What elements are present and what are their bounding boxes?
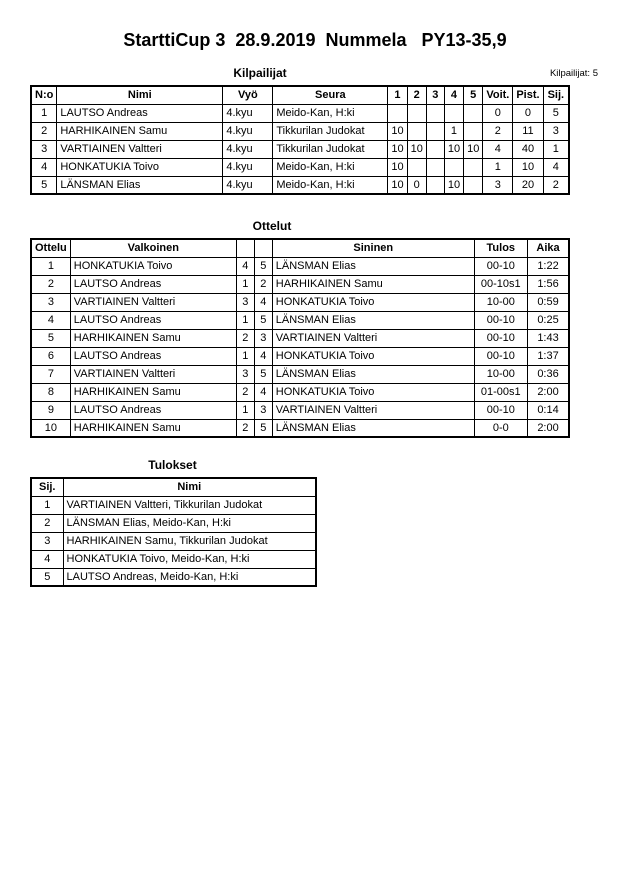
- match-time: 0:25: [527, 311, 569, 329]
- competitor-points: 10: [513, 158, 543, 176]
- col-header-name: Nimi: [57, 86, 223, 104]
- match-time: 0:59: [527, 293, 569, 311]
- blue-no: 3: [254, 329, 272, 347]
- competitor-club: Meido-Kan, H:ki: [273, 176, 388, 194]
- match-no: 7: [31, 365, 70, 383]
- competitor-row: [31, 140, 569, 158]
- white-name: VARTIAINEN Valtteri: [70, 293, 236, 311]
- blue-name: VARTIAINEN Valtteri: [272, 329, 474, 347]
- competitor-wins: 3: [483, 176, 513, 194]
- match-result: 10-00: [474, 293, 527, 311]
- competitor-belt: 4.kyu: [223, 122, 273, 140]
- competitor-name: HARHIKAINEN Samu: [57, 122, 223, 140]
- blue-no: 4: [254, 383, 272, 401]
- matches-section-title: Ottelut: [252, 219, 292, 233]
- match-result: 01-00s1: [474, 383, 527, 401]
- white-no: 1: [236, 401, 254, 419]
- competitors-header-row: [31, 86, 569, 104]
- competitor-row: [31, 176, 569, 194]
- score-4: 1: [444, 122, 463, 140]
- col-header-club: Seura: [273, 86, 388, 104]
- match-no: 5: [31, 329, 70, 347]
- score-1: 10: [388, 158, 407, 176]
- col-header-blue: Sininen: [272, 239, 474, 257]
- col-header-m4: 4: [444, 86, 463, 104]
- match-time: 0:14: [527, 401, 569, 419]
- match-time: 1:37: [527, 347, 569, 365]
- match-result: 00-10: [474, 347, 527, 365]
- score-4: 10: [444, 140, 463, 158]
- competitor-points: 40: [513, 140, 543, 158]
- col-header-points: Pist.: [513, 86, 543, 104]
- white-name: HONKATUKIA Toivo: [70, 257, 236, 275]
- competitor-no: 4: [31, 158, 57, 176]
- competitor-club: Meido-Kan, H:ki: [273, 104, 388, 122]
- match-result: 00-10: [474, 311, 527, 329]
- competitor-rank: 4: [543, 158, 569, 176]
- match-no: 6: [31, 347, 70, 365]
- col-header-rank: Sij.: [31, 478, 63, 496]
- blue-name: HARHIKAINEN Samu: [272, 275, 474, 293]
- competitor-row: [31, 104, 569, 122]
- score-1: 10: [388, 176, 407, 194]
- blue-no: 5: [254, 365, 272, 383]
- white-name: HARHIKAINEN Samu: [70, 419, 236, 437]
- blue-no: 3: [254, 401, 272, 419]
- match-no: 10: [31, 419, 70, 437]
- white-name: LAUTSO Andreas: [70, 347, 236, 365]
- match-no: 2: [31, 275, 70, 293]
- competitors-count: Kilpailijat: 5: [549, 68, 598, 79]
- col-header-m5: 5: [464, 86, 483, 104]
- match-result: 00-10s1: [474, 275, 527, 293]
- white-name: LAUTSO Andreas: [70, 311, 236, 329]
- blue-no: 2: [254, 275, 272, 293]
- white-no: 1: [236, 347, 254, 365]
- competitor-belt: 4.kyu: [223, 104, 273, 122]
- score-4: [444, 104, 463, 122]
- score-3: [426, 122, 444, 140]
- match-time: 1:43: [527, 329, 569, 347]
- competitor-belt: 4.kyu: [223, 176, 273, 194]
- score-3: [426, 104, 444, 122]
- white-name: VARTIAINEN Valtteri: [70, 365, 236, 383]
- blue-name: LÄNSMAN Elias: [272, 365, 474, 383]
- competitor-wins: 0: [483, 104, 513, 122]
- score-3: [426, 176, 444, 194]
- white-name: HARHIKAINEN Samu: [70, 329, 236, 347]
- match-time: 2:00: [527, 419, 569, 437]
- white-name: LAUTSO Andreas: [70, 275, 236, 293]
- result-name: VARTIAINEN Valtteri, Tikkurilan Judokat: [63, 496, 316, 514]
- match-no: 4: [31, 311, 70, 329]
- competitor-row: [31, 158, 569, 176]
- white-no: 2: [236, 419, 254, 437]
- blue-name: HONKATUKIA Toivo: [272, 347, 474, 365]
- competitor-no: 1: [31, 104, 57, 122]
- result-row: [31, 568, 316, 586]
- competitor-name: VARTIAINEN Valtteri: [57, 140, 223, 158]
- competitor-points: 11: [513, 122, 543, 140]
- match-result: 0-0: [474, 419, 527, 437]
- col-header-name: Nimi: [63, 478, 316, 496]
- col-header-rank: Sij.: [543, 86, 569, 104]
- result-row: [31, 532, 316, 550]
- competitor-rank: 3: [543, 122, 569, 140]
- match-row: [31, 329, 569, 347]
- result-name: LÄNSMAN Elias, Meido-Kan, H:ki: [63, 514, 316, 532]
- col-header-blue-no: [254, 239, 272, 257]
- result-row: [31, 550, 316, 568]
- competitors-table: [30, 85, 570, 195]
- page-title: StarttiCup 3 28.9.2019 Nummela PY13-35,9: [123, 30, 507, 50]
- score-5: [464, 104, 483, 122]
- col-header-white: Valkoinen: [70, 239, 236, 257]
- matches-header-row: [31, 239, 569, 257]
- score-1: 10: [388, 140, 407, 158]
- result-name: HONKATUKIA Toivo, Meido-Kan, H:ki: [63, 550, 316, 568]
- match-time: 1:56: [527, 275, 569, 293]
- score-5: [464, 176, 483, 194]
- col-header-m2: 2: [407, 86, 426, 104]
- match-row: [31, 365, 569, 383]
- result-rank: 5: [31, 568, 63, 586]
- results-table: [30, 477, 317, 587]
- result-rank: 4: [31, 550, 63, 568]
- white-no: 2: [236, 329, 254, 347]
- competitor-no: 2: [31, 122, 57, 140]
- col-header-time: Aika: [527, 239, 569, 257]
- match-result: 00-10: [474, 401, 527, 419]
- competitor-belt: 4.kyu: [223, 158, 273, 176]
- match-row: [31, 257, 569, 275]
- match-row: [31, 311, 569, 329]
- blue-name: HONKATUKIA Toivo: [272, 293, 474, 311]
- competitor-belt: 4.kyu: [223, 140, 273, 158]
- result-name: LAUTSO Andreas, Meido-Kan, H:ki: [63, 568, 316, 586]
- competitor-rank: 2: [543, 176, 569, 194]
- competitor-points: 0: [513, 104, 543, 122]
- result-rank: 1: [31, 496, 63, 514]
- blue-name: VARTIAINEN Valtteri: [272, 401, 474, 419]
- match-result: 00-10: [474, 329, 527, 347]
- match-row: [31, 293, 569, 311]
- results-header-row: [31, 478, 316, 496]
- competitor-wins: 2: [483, 122, 513, 140]
- match-time: 2:00: [527, 383, 569, 401]
- match-no: 3: [31, 293, 70, 311]
- result-row: [31, 496, 316, 514]
- result-rank: 2: [31, 514, 63, 532]
- blue-no: 5: [254, 419, 272, 437]
- blue-no: 5: [254, 257, 272, 275]
- competitor-no: 5: [31, 176, 57, 194]
- white-no: 3: [236, 365, 254, 383]
- blue-name: HONKATUKIA Toivo: [272, 383, 474, 401]
- competitor-row: [31, 122, 569, 140]
- match-result: 00-10: [474, 257, 527, 275]
- competitor-club: Tikkurilan Judokat: [273, 140, 388, 158]
- competitors-section-title: Kilpailijat: [233, 66, 287, 80]
- competitor-club: Meido-Kan, H:ki: [273, 158, 388, 176]
- col-header-wins: Voit.: [483, 86, 513, 104]
- col-header-match: Ottelu: [31, 239, 70, 257]
- score-1: [388, 104, 407, 122]
- score-5: 10: [464, 140, 483, 158]
- competitor-name: HONKATUKIA Toivo: [57, 158, 223, 176]
- col-header-white-no: [236, 239, 254, 257]
- result-rank: 3: [31, 532, 63, 550]
- matches-table: [30, 238, 570, 438]
- match-row: [31, 401, 569, 419]
- col-header-no: N:o: [31, 86, 57, 104]
- competitor-rank: 5: [543, 104, 569, 122]
- competitor-no: 3: [31, 140, 57, 158]
- score-5: [464, 158, 483, 176]
- score-2: 0: [407, 176, 426, 194]
- white-no: 2: [236, 383, 254, 401]
- blue-no: 4: [254, 347, 272, 365]
- competitor-wins: 1: [483, 158, 513, 176]
- white-no: 1: [236, 275, 254, 293]
- score-3: [426, 158, 444, 176]
- score-5: [464, 122, 483, 140]
- competitor-rank: 1: [543, 140, 569, 158]
- match-no: 9: [31, 401, 70, 419]
- competitor-points: 20: [513, 176, 543, 194]
- result-row: [31, 514, 316, 532]
- match-no: 8: [31, 383, 70, 401]
- competitor-wins: 4: [483, 140, 513, 158]
- match-row: [31, 275, 569, 293]
- results-section-title: Tulokset: [148, 458, 197, 472]
- blue-name: LÄNSMAN Elias: [272, 257, 474, 275]
- score-1: 10: [388, 122, 407, 140]
- white-no: 3: [236, 293, 254, 311]
- blue-name: LÄNSMAN Elias: [272, 419, 474, 437]
- blue-no: 5: [254, 311, 272, 329]
- col-header-m1: 1: [388, 86, 407, 104]
- blue-name: LÄNSMAN Elias: [272, 311, 474, 329]
- match-no: 1: [31, 257, 70, 275]
- col-header-m3: 3: [426, 86, 444, 104]
- white-no: 1: [236, 311, 254, 329]
- score-4: 10: [444, 176, 463, 194]
- score-2: [407, 104, 426, 122]
- white-name: HARHIKAINEN Samu: [70, 383, 236, 401]
- result-name: HARHIKAINEN Samu, Tikkurilan Judokat: [63, 532, 316, 550]
- match-time: 1:22: [527, 257, 569, 275]
- score-2: [407, 158, 426, 176]
- score-4: [444, 158, 463, 176]
- competitor-name: LÄNSMAN Elias: [57, 176, 223, 194]
- match-row: [31, 383, 569, 401]
- match-row: [31, 347, 569, 365]
- match-time: 0:36: [527, 365, 569, 383]
- score-2: [407, 122, 426, 140]
- score-2: 10: [407, 140, 426, 158]
- col-header-result: Tulos: [474, 239, 527, 257]
- competitor-club: Tikkurilan Judokat: [273, 122, 388, 140]
- score-3: [426, 140, 444, 158]
- white-no: 4: [236, 257, 254, 275]
- match-row: [31, 419, 569, 437]
- blue-no: 4: [254, 293, 272, 311]
- col-header-belt: Vyö: [223, 86, 273, 104]
- match-result: 10-00: [474, 365, 527, 383]
- competitor-name: LAUTSO Andreas: [57, 104, 223, 122]
- white-name: LAUTSO Andreas: [70, 401, 236, 419]
